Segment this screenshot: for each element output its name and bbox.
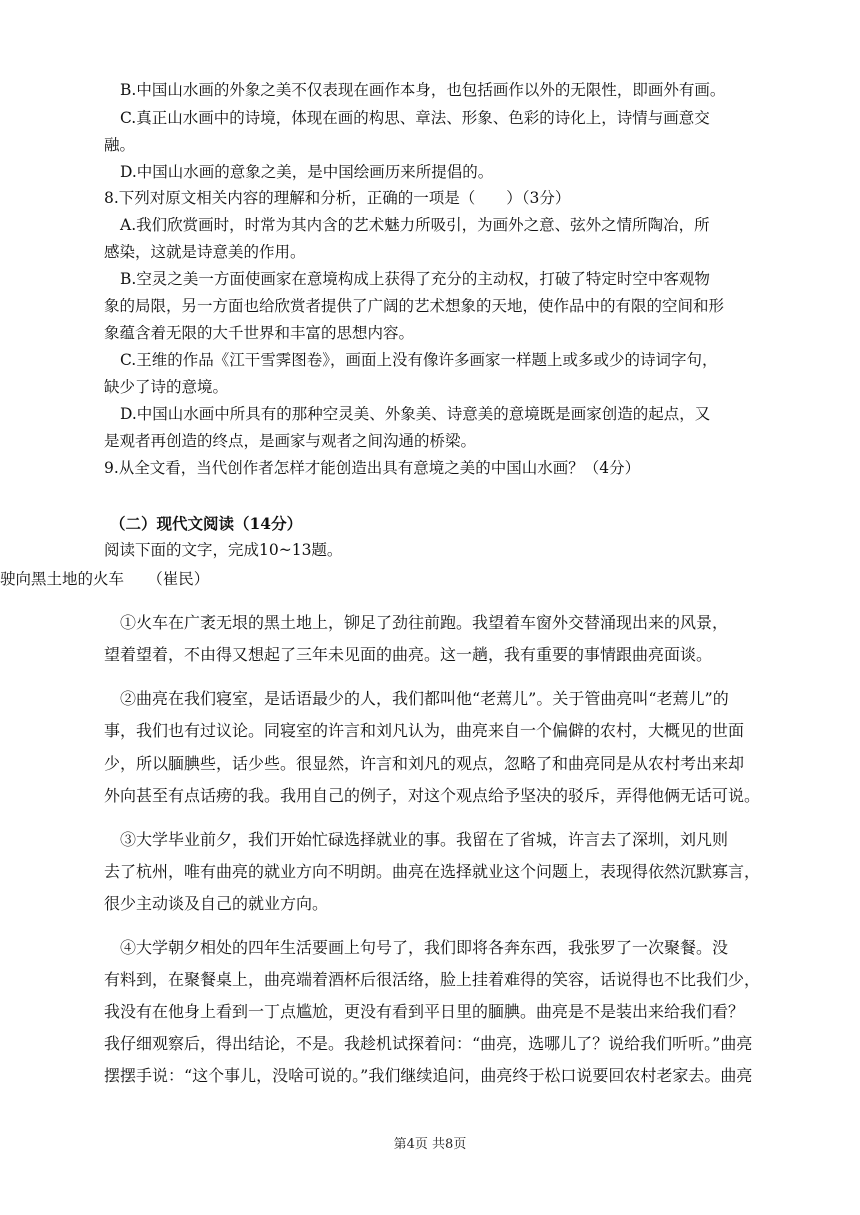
option-b-line: B.中国山水画的外象之美不仅表现在画作本身，也包括画作以外的无限性，即画外有画。 xyxy=(120,81,726,99)
story-title: 驶向黑土地的火车 （崔民） xyxy=(0,570,210,588)
paragraph-3-line-1: ③大学毕业前夕，我们开始忙碌选择就业的事。我留在了省城，许言去了深圳，刘凡则 xyxy=(120,830,729,849)
option-c-line-1: C.真正山水画中的诗境，体现在画的构思、章法、形象、色彩的诗化上，诗情与画意交 xyxy=(120,109,710,127)
q8-option-b-line-1: B.空灵之美一方面使画家在意境构成上获得了充分的主动权，打破了特定时空中客观物 xyxy=(120,270,710,288)
question-8: 8.下列对原文相关内容的理解和分析，正确的一项是（ ）（3分） xyxy=(104,189,571,207)
paragraph-2-line-3: 少，所以腼腆些，话少些。很显然，许言和刘凡的观点，忽略了和曲亮同是从农村考出来却 xyxy=(104,754,745,773)
paragraph-4-line-4: 我仔细观察后，得出结论，不是。我趁机试探着问：“曲亮，选哪儿了？说给我们听听。”曲亮 xyxy=(104,1034,753,1053)
option-d-line: D.中国山水画的意象之美，是中国绘画历来所提倡的。 xyxy=(120,163,494,181)
paragraph-1-line-2: 望着望着，不由得又想起了三年未见面的曲亮。这一趟，我有重要的事情跟曲亮面谈。 xyxy=(104,645,713,664)
paragraph-2-line-2: 事，我们也有过议论。同寝室的许言和刘凡认为，曲亮来自一个偏僻的农村，大概见的世面 xyxy=(104,721,745,740)
section-instruction: 阅读下面的文字，完成10~13题。 xyxy=(104,541,343,559)
q8-option-b-line-3: 象蕴含着无限的大千世界和丰富的思想内容。 xyxy=(104,324,415,342)
question-9: 9.从全文看，当代创作者怎样才能创造出具有意境之美的中国山水画？（4分） xyxy=(104,459,641,477)
q8-option-a-line-2: 感染，这就是诗意美的作用。 xyxy=(104,243,306,261)
paragraph-1-line-1: ①火车在广袤无垠的黑土地上，铆足了劲往前跑。我望着车窗外交替涌现出来的风景， xyxy=(120,613,729,632)
option-c-line-2: 融。 xyxy=(104,136,136,154)
q8-option-d-line-1: D.中国山水画中所具有的那种空灵美、外象美、诗意美的意境既是画家创造的起点，又 xyxy=(120,405,711,423)
paragraph-4-line-2: 有料到，在聚餐桌上，曲亮端着酒杯后很活络，脸上挂着难得的笑容，话说得也不比我们少， xyxy=(104,970,761,989)
paragraph-4-line-5: 摆摆手说：“这个事儿，没啥可说的。”我们继续追问，曲亮终于松口说要回农村老家去。曲亮 xyxy=(104,1066,753,1085)
q8-option-b-line-2: 象的局限，另一方面也给欣赏者提供了广阔的艺术想象的天地，使作品中的有限的空间和形 xyxy=(104,297,725,315)
paragraph-3-line-3: 很少主动谈及自己的就业方向。 xyxy=(104,894,329,913)
q8-option-c-line-1: C.王维的作品《江干雪霁图卷》，画面上没有像许多画家一样题上或多或少的诗词字句， xyxy=(120,351,718,369)
paragraph-4-line-1: ④大学朝夕相处的四年生活要画上句号了，我们即将各奔东西，我张罗了一次聚餐。没 xyxy=(120,938,729,957)
q8-option-d-line-2: 是观者再创造的终点，是画家与观者之间沟通的桥梁。 xyxy=(104,432,477,450)
paragraph-3-line-2: 去了杭州，唯有曲亮的就业方向不明朗。曲亮在选择就业这个问题上，表现得依然沉默寡言， xyxy=(104,862,761,881)
page-footer: 第4页 共8页 xyxy=(393,1137,467,1152)
paragraph-2-line-4: 外向甚至有点话痨的我。我用自己的例子，对这个观点给予坚决的驳斥，弄得他俩无话可说。 xyxy=(104,786,761,805)
paragraph-4-line-3: 我没有在他身上看到一丁点尴尬，更没有看到平日里的腼腆。曲亮是不是装出来给我们看？ xyxy=(104,1002,745,1021)
q8-option-c-line-2: 缺少了诗的意境。 xyxy=(104,378,229,396)
q8-option-a-line-1: A.我们欣赏画时，时常为其内含的艺术魅力所吸引，为画外之意、弦外之情所陶冶，所 xyxy=(120,216,710,234)
paragraph-2-line-1: ②曲亮在我们寝室，是话语最少的人，我们都叫他“老蔫儿”。关于管曲亮叫“老蔫儿”的 xyxy=(120,689,729,708)
section-heading: （二）现代文阅读（14分） xyxy=(110,514,303,533)
